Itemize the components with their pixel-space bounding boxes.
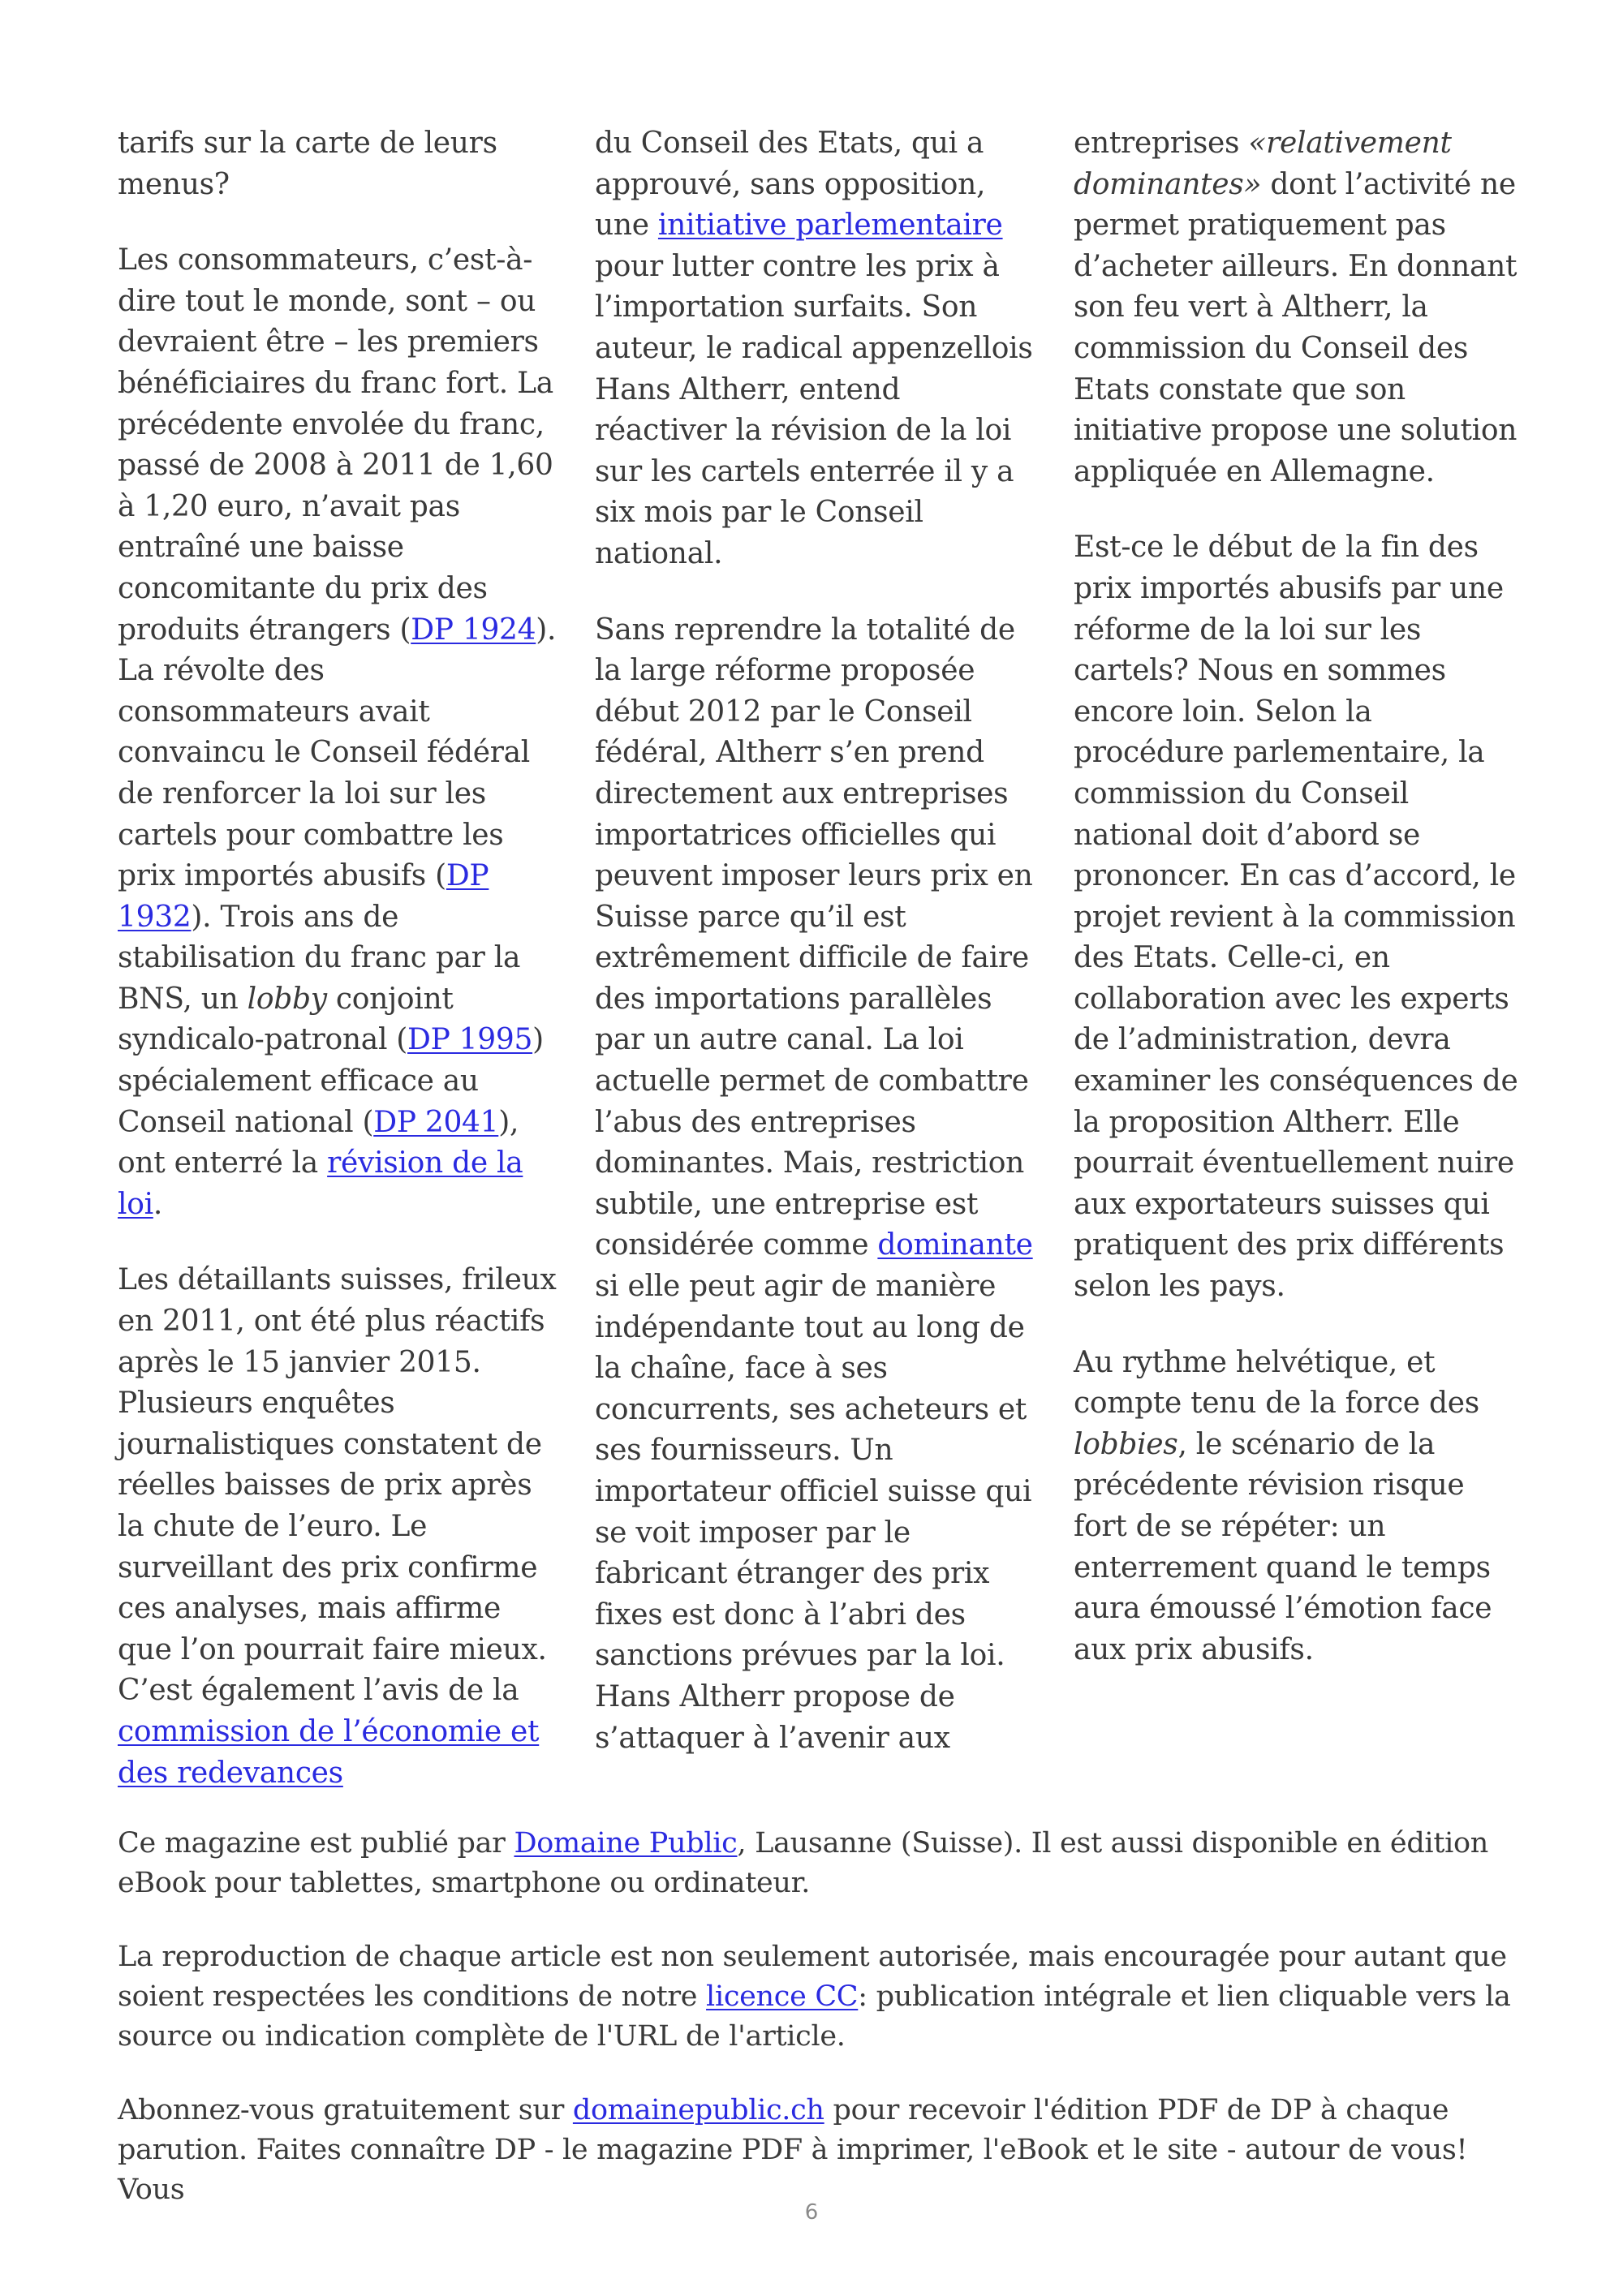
text-run: La reproduction de chaque article est non seulement autorisée, mais encouragée pour autant que soient respectées les conditions de notre bbox=[118, 1941, 1507, 2013]
text-run: Les consommateurs, c’est-à-dire tout le monde, sont – ou devraient être – les premiers bénéficiaires du franc fort. La précédente envolée du franc, passé de 2008 à 2011 de 1,60 à 1,20 euro, n’avait pas entraîné une baisse concomitante du prix des produits étrangers ( bbox=[118, 243, 553, 647]
text-run: Les détaillants suisses, frileux en 2011, ont été plus réactifs après le 15 janvier 2015. Plusieurs enquêtes journalistiques constatent de réelles baisses de prix après la chute de l’euro. Le surveillant des prix confirme ces analyses, mais affirme que l’on pourrait faire mieux. C’est également l’avis de la bbox=[118, 1263, 557, 1708]
text-run: du Conseil des Etats, qui a approuvé, sans opposition, une bbox=[595, 127, 986, 243]
italic-text: lobbies bbox=[1074, 1427, 1178, 1461]
link-domaine-public[interactable]: Domaine Public bbox=[514, 1827, 738, 1860]
link-initiative-parlementaire[interactable]: initiative parlementaire bbox=[657, 209, 1003, 243]
text-run: ), ont enterré la bbox=[118, 1105, 519, 1180]
text-run: ). Trois ans de stabilisation du franc par la BNS, un bbox=[118, 900, 521, 1016]
link-domainepublic-ch[interactable]: domainepublic.ch bbox=[572, 2094, 824, 2126]
text-run: conjoint syndicalo-patronal ( bbox=[118, 982, 454, 1057]
text-run: entreprises bbox=[1074, 127, 1249, 160]
paragraph bbox=[118, 1260, 562, 1794]
text-run: ) spécialement efficace au Conseil national ( bbox=[118, 1023, 544, 1139]
paragraph bbox=[1074, 123, 1524, 492]
link-dp-1932[interactable]: DP 1932 bbox=[118, 859, 489, 934]
link-dp-1924[interactable]: DP 1924 bbox=[411, 613, 536, 647]
link-commission-economie[interactable]: commission de l’économie et des redevances bbox=[118, 1714, 540, 1790]
article-column-2 bbox=[595, 123, 1040, 1794]
publication-footer bbox=[118, 1824, 1530, 2244]
italic-text: lobby bbox=[247, 982, 327, 1016]
text-run: pour recevoir l'édition PDF de DP à chaque parution. Faites connaître DP - le magazine PDF à imprimer, l'eBook et le site - autour de vous! Vous bbox=[118, 2094, 1468, 2206]
link-dominante[interactable]: dominante bbox=[877, 1228, 1033, 1262]
paragraph bbox=[118, 2091, 1530, 2210]
paragraph bbox=[118, 1824, 1530, 1903]
paragraph bbox=[1074, 1343, 1524, 1671]
paragraph bbox=[1074, 527, 1524, 1307]
text-run: dont l’activité ne permet pratiquement pas d’acheter ailleurs. En donnant son feu vert à Altherr, la commission du Conseil des Etats constate que son initiative propose une solution appliquée en Allemagne. bbox=[1074, 167, 1518, 488]
paragraph bbox=[118, 240, 562, 1225]
link-dp-2041[interactable]: DP 2041 bbox=[373, 1105, 499, 1139]
text-run: Abonnez-vous gratuitement sur bbox=[118, 2094, 573, 2126]
link-dp-1995[interactable]: DP 1995 bbox=[407, 1023, 533, 1057]
text-run: : publication intégrale et lien cliquable vers la source ou indication complète de l'URL de l'article. bbox=[118, 1980, 1511, 2053]
paragraph bbox=[595, 610, 1040, 1760]
italic-text: «relativement dominantes» bbox=[1074, 127, 1452, 201]
link-licence-cc[interactable]: licence CC bbox=[706, 1980, 859, 2013]
article-column-1 bbox=[118, 123, 562, 1829]
text-run: , Lausanne (Suisse). Il est aussi disponible en édition eBook pour tablettes, smartphone ou ordinateur. bbox=[118, 1827, 1488, 1899]
text-run: Est-ce le début de la fin des prix importés abusifs par une réforme de la loi sur les cartels? Nous en sommes encore loin. Selon la procédure parlementaire, la commission du Conseil national doit d’abord se prononcer. En cas d’accord, le projet revient à la commission des Etats. Celle-ci, en collaboration avec les experts de l’administration, devra examiner les conséquences de la proposition Altherr. Elle pourrait éventuellement nuire aux exportateurs suisses qui pratiquent des prix différents selon les pays. bbox=[1074, 531, 1518, 1304]
text-run: ). La révolte des consommateurs avait convaincu le Conseil fédéral de renforcer la loi sur les cartels pour combattre les prix importés abusifs ( bbox=[118, 613, 557, 893]
paragraph bbox=[118, 1937, 1530, 2057]
text-run: . bbox=[153, 1187, 162, 1221]
text-run: tarifs sur la carte de leurs menus? bbox=[118, 127, 497, 201]
text-run: Au rythme helvétique, et compte tenu de la force des bbox=[1074, 1345, 1479, 1421]
text-run: Ce magazine est publié par bbox=[118, 1827, 514, 1860]
article-column-3 bbox=[1074, 123, 1524, 1705]
text-run: Sans reprendre la totalité de la large réforme proposée début 2012 par le Conseil fédéral, Altherr s’en prend directement aux entreprises importatrices officielles qui peuvent imposer leurs prix en Suisse parce qu’il est extrêmement difficile de faire des importations parallèles par un autre canal. La loi actuelle permet de combattre l’abus des entreprises dominantes. Mais, restriction subtile, une entreprise est considérée comme bbox=[595, 613, 1033, 1262]
paragraph bbox=[595, 123, 1040, 575]
text-run: , le scénario de la précédente révision risque fort de se répéter: un enterrement quand le temps aura émoussé l’émotion face aux prix abusifs. bbox=[1074, 1427, 1492, 1666]
text-run: pour lutter contre les prix à l’importation surfaits. Son auteur, le radical appenzellois Hans Altherr, entend réactiver la révision de la loi sur les cartels enterrée il y a six mois par le Conseil national. bbox=[595, 249, 1033, 570]
page-number: 6 bbox=[804, 2200, 819, 2225]
paragraph bbox=[118, 123, 562, 205]
text-run: si elle peut agir de manière indépendante tout au long de la chaîne, face à ses concurrents, ses acheteurs et ses fournisseurs. Un importateur officiel suisse qui se voit imposer par le fabricant étranger des prix fixes est donc à l’abri des sanctions prévues par la loi. Hans Altherr propose de s’attaquer à l’avenir aux bbox=[595, 1270, 1032, 1755]
link-revision-loi[interactable]: révision de la loi bbox=[118, 1146, 523, 1221]
